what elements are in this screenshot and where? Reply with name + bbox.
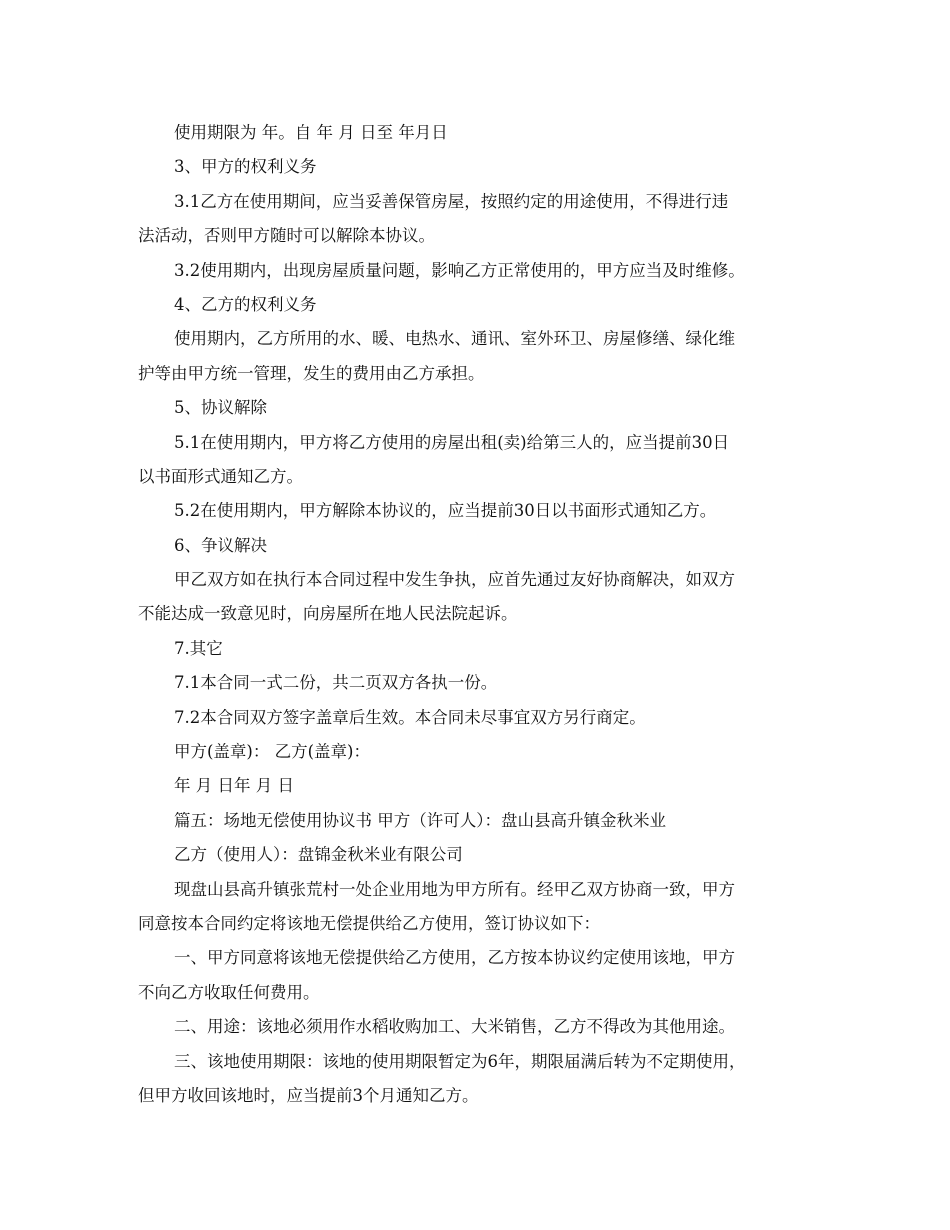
text-line: 以书面形式通知乙方。 (138, 466, 303, 486)
text-line: 法活动，否则甲方随时可以解除本协议。 (138, 226, 435, 246)
text-line: 5.1在使用期内，甲方将乙方使用的房屋出租(卖)给第三人的，应当提前30日 (174, 432, 730, 452)
section-heading: 3、甲方的权利义务 (174, 157, 317, 177)
text-line: 不能达成一致意见时，向房屋所在地人民法院起诉。 (138, 604, 518, 624)
text-line: 同意按本合同约定将该地无偿提供给乙方使用，签订协议如下： (138, 913, 600, 933)
text-line: 3.1乙方在使用期间，应当妥善保管房屋，按照约定的用途使用，不得进行违 (174, 191, 729, 211)
text-line: 不向乙方收取任何费用。 (138, 982, 320, 1002)
date-line: 年 月 日年 月 日 (174, 776, 294, 796)
section-heading: 7.其它 (174, 638, 223, 658)
text-line: 7.2本合同双方签字盖章后生效。本合同未尽事宜双方另行商定。 (174, 707, 646, 727)
text-line: 7.1本合同一式二份，共二页双方各执一份。 (174, 673, 498, 693)
party-line: 乙方（使用人）：盘锦金秋米业有限公司 (174, 845, 463, 865)
section-title: 篇五：场地无偿使用协议书 甲方（许可人）：盘山县高升镇金秋米业 (174, 810, 666, 830)
text-line: 现盘山县高升镇张荒村一处企业用地为甲方所有。经甲乙双方协商一致，甲方 (174, 879, 735, 899)
text-line: 甲乙双方如在执行本合同过程中发生争执，应首先通过友好协商解决，如双方 (174, 570, 735, 590)
section-heading: 6、争议解决 (174, 535, 267, 555)
text-line: 3.2使用期内，出现房屋质量问题，影响乙方正常使用的，甲方应当及时维修。 (174, 260, 745, 280)
text-line: 使用期限为 年。自 年 月 日至 年月日 (174, 123, 448, 142)
text-line: 一、甲方同意将该地无偿提供给乙方使用，乙方按本协议约定使用该地，甲方 (174, 948, 735, 968)
text-line: 护等由甲方统一管理，发生的费用由乙方承担。 (138, 363, 485, 383)
document-body (138, 116, 828, 1113)
text-line: 但甲方收回该地时，应当提前3个月通知乙方。 (138, 1085, 479, 1105)
text-line: 5.2在使用期内，甲方解除本协议的，应当提前30日以书面形式通知乙方。 (174, 501, 717, 521)
section-heading: 4、乙方的权利义务 (174, 294, 317, 314)
text-line: 二、用途：该地必须用作水稻收购加工、大米销售，乙方不得改为其他用途。 (174, 1017, 735, 1037)
section-heading: 5、协议解除 (174, 398, 267, 418)
signature-line: 甲方(盖章)： 乙方(盖章)： (174, 742, 370, 762)
text-line: 三、该地使用期限：该地的使用期限暂定为6年，期限届满后转为不定期使用， (174, 1051, 746, 1071)
text-line: 使用期内，乙方所用的水、暖、电热水、通讯、室外环卫、房屋修缮、绿化维 (174, 329, 735, 349)
